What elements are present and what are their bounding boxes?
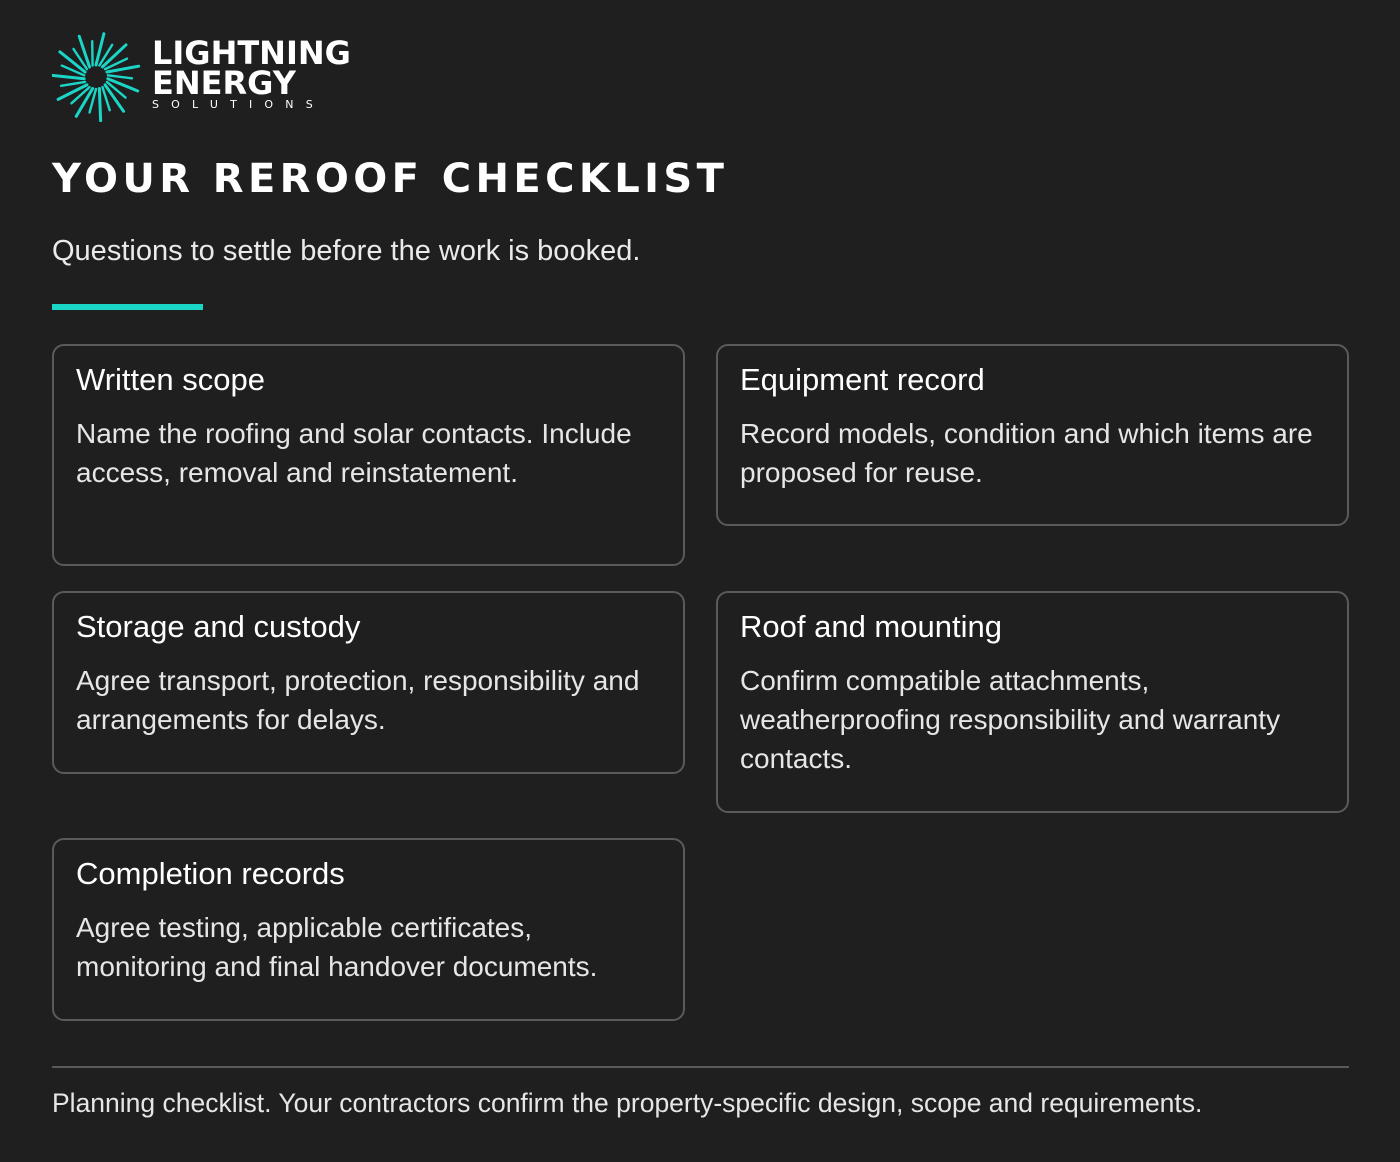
brand-wordmark (152, 34, 392, 111)
card-title: Roof and mounting (740, 609, 1002, 644)
footer-divider (52, 1066, 1349, 1068)
card-title: Storage and custody (76, 609, 361, 644)
brand-name-line1: LIGHTNING (152, 34, 351, 72)
checklist-card-storage-custody (52, 591, 685, 774)
card-body: Name the roofing and solar contacts. Include access, removal and reinstatement. (76, 418, 632, 488)
checklist-card-completion-records (52, 838, 685, 1021)
footer-disclaimer: Planning checklist. Your contractors confirm the property-specific design, scope and requirements. (52, 1088, 1203, 1118)
card-body: Record models, condition and which items are proposed for reuse. (740, 418, 1313, 488)
checklist-card-written-scope (52, 344, 685, 566)
page-subtitle: Questions to settle before the work is booked. (52, 235, 641, 267)
brand-name-line2: ENERGY (152, 64, 296, 102)
checklist-page (52, 0, 1348, 1162)
page-title: YOUR REROOF CHECKLIST (52, 156, 729, 202)
brand-tagline: SOLUTIONS (152, 98, 325, 111)
accent-divider (52, 304, 203, 310)
card-title: Equipment record (740, 362, 985, 397)
card-body: Agree transport, protection, responsibility and arrangements for delays. (76, 665, 640, 735)
checklist-card-equipment-record (716, 344, 1349, 526)
sunburst-logo-icon (52, 32, 142, 122)
card-body: Confirm compatible attachments, weatherproofing responsibility and warranty contacts. (740, 665, 1281, 774)
brand-logo (52, 32, 351, 124)
card-title: Completion records (76, 856, 345, 891)
checklist-card-roof-mounting (716, 591, 1349, 813)
card-title: Written scope (76, 362, 265, 397)
card-body: Agree testing, applicable certificates, monitoring and final handover documents. (76, 912, 598, 982)
